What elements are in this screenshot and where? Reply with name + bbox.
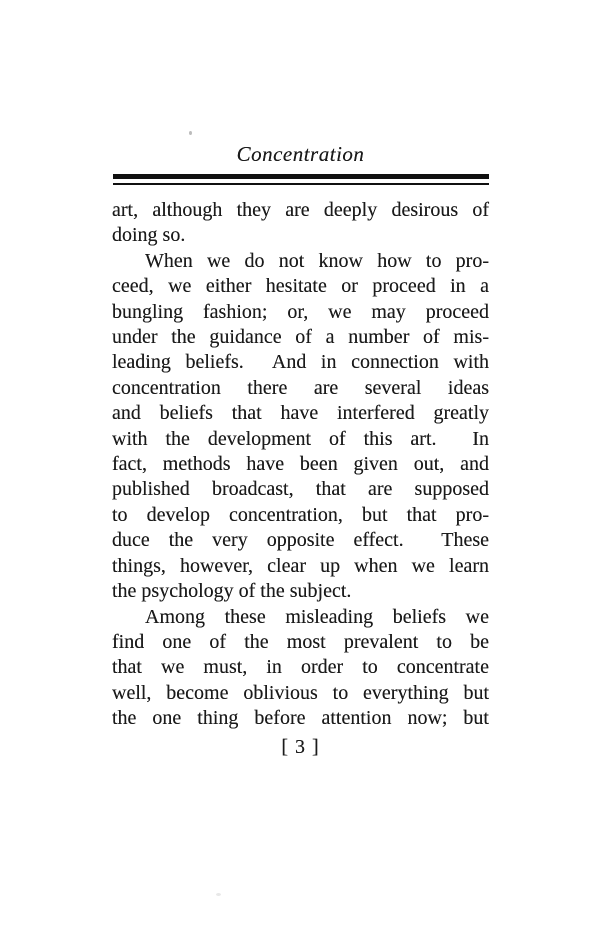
text-line: bungling fashion; or, we may proceed (112, 300, 489, 323)
text-line: to develop concentration, but that pro- (112, 503, 489, 526)
text-line: the one thing before attention now; but (112, 707, 489, 730)
text-line: that we must, in order to concentrate (112, 656, 489, 679)
text-line: well, become oblivious to everything but (112, 681, 489, 704)
header-rule-thin (113, 183, 489, 185)
text-line: ceed, we either hesitate or proceed in a (112, 275, 489, 298)
text-line: find one of the most prevalent to be (112, 630, 489, 653)
text-line: Among these misleading beliefs we (145, 605, 489, 628)
text-line: published broadcast, that are supposed (112, 478, 489, 501)
page-number: [ 3 ] (281, 736, 320, 758)
text-line: the psychology of the subject. (112, 580, 352, 603)
text-line: doing so. (112, 224, 186, 247)
text-line: duce the very opposite effect. These (112, 529, 489, 552)
text-line: concentration there are several ideas (112, 376, 489, 399)
running-header: Concentration (236, 142, 365, 166)
header-rule-thick (113, 174, 489, 179)
text-line: and beliefs that have interfered greatly (112, 402, 489, 425)
text-line: fact, methods have been given out, and (112, 453, 489, 476)
text-line: under the guidance of a number of mis- (112, 326, 489, 349)
text-line: When we do not know how to pro- (145, 249, 489, 272)
text-line: art, although they are deeply desirous of (112, 199, 489, 221)
scan-speck (216, 893, 221, 896)
text-line: with the development of this art. In (112, 427, 489, 450)
text-line: things, however, clear up when we learn (112, 554, 489, 577)
scan-speck (189, 131, 192, 135)
text-line: leading beliefs. And in connection with (112, 351, 489, 374)
page-text (112, 198, 489, 732)
